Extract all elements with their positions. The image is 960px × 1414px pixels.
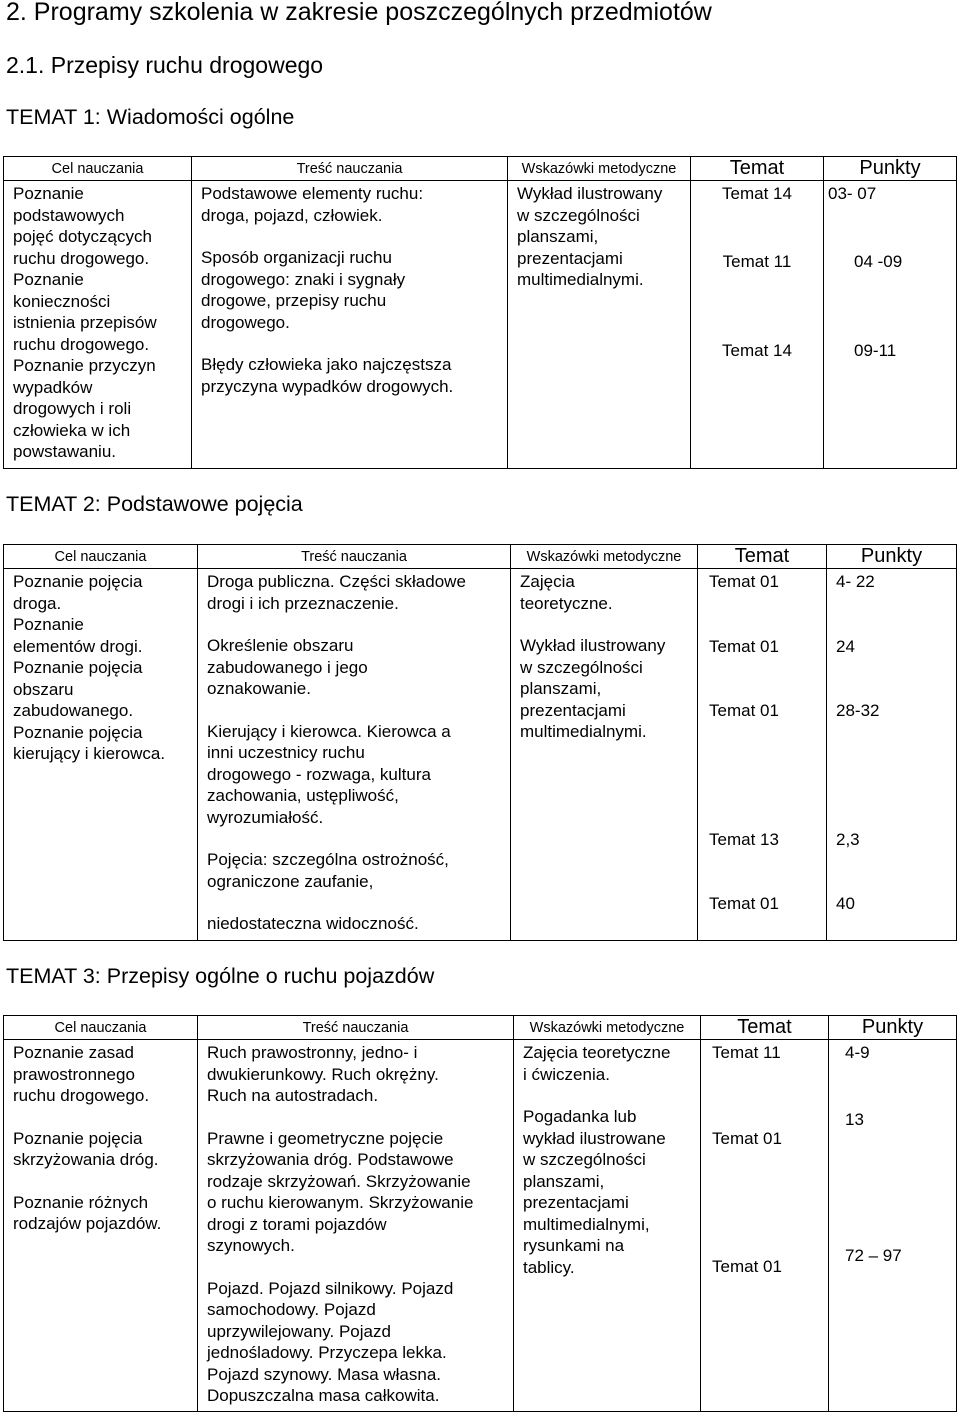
temat-item: Temat 01 — [709, 572, 779, 591]
wskazowki-item: Zajęcia teoretyczne. — [520, 572, 613, 613]
column-header-wskazowki: Wskazówki metodyczne — [508, 157, 691, 181]
cel-item: Poznanie różnych rodzajów pojazdów. — [13, 1192, 162, 1233]
cell-temat — [701, 1040, 829, 1412]
table-header-row — [4, 1016, 957, 1040]
tresc-item: Określenie obszaru zabudowanego i jego oznakowanie. — [207, 636, 368, 698]
cell-temat — [691, 181, 824, 469]
punkty-item: 28-32 — [836, 701, 880, 720]
tresc-item: Prawne i geometryczne pojęcie skrzyżowania dróg. Podstawowe rodzaje skrzyżowań. Skrzyżowanie o ruchu kierowanym. Skrzyżowanie drogi z torami pojazdów szynowych. — [207, 1128, 474, 1255]
table-row — [4, 569, 957, 941]
cell-tresc — [198, 1040, 514, 1412]
cell-cel — [4, 1040, 198, 1412]
section-title-3: TEMAT 3: Przepisy ogólne o ruchu pojazdów — [6, 964, 435, 988]
column-header-cel: Cel nauczania — [4, 545, 198, 569]
punkty-item: 13 — [845, 1109, 864, 1129]
cell-punkty — [829, 1040, 957, 1412]
section-title-2: TEMAT 2: Podstawowe pojęcia — [6, 492, 303, 516]
cel-text: Poznanie podstawowych pojęć dotyczących ruchu drogowego. Poznanie konieczności istnienia przepisów ruchu drogowego. Poznanie przyczyn wypadków drogowych i roli człowieka w ich powstawaniu. — [13, 184, 157, 461]
cell-punkty — [824, 181, 957, 469]
column-header-tresc: Treść nauczania — [198, 1016, 514, 1040]
column-header-cel: Cel nauczania — [4, 157, 192, 181]
program-table-2 — [3, 544, 957, 941]
cell-punkty — [827, 569, 957, 941]
wskazowki-item: Pogadanka lub wykład ilustrowane w szczególności planszami, prezentacjami multimedialnymi, rysunkami na tablicy. — [523, 1107, 666, 1277]
tresc-item: Ruch prawostronny, jedno- i dwukierunkowy. Ruch okrężny. Ruch na autostradach. — [207, 1043, 439, 1105]
column-header-temat: Temat — [701, 1016, 829, 1040]
temat-item: Temat 14 — [722, 184, 792, 203]
column-header-temat: Temat — [691, 157, 824, 181]
column-header-punkty: Punkty — [827, 545, 957, 569]
table-row — [4, 1040, 957, 1412]
punkty-item: 40 — [836, 894, 855, 913]
temat-item: Temat 01 — [709, 701, 779, 720]
tresc-item: Pojazd. Pojazd silnikowy. Pojazd samochodowy. Pojazd uprzywilejowany. Pojazd jednośladowy. Przyczepa lekka. Pojazd szynowy. Masa własna. Dopuszczalna masa całkowita. — [207, 1278, 454, 1405]
cel-item: Poznanie zasad prawostronnego ruchu drogowego. — [13, 1043, 150, 1105]
table-header-row — [4, 545, 957, 569]
column-header-wskazowki: Wskazówki metodyczne — [511, 545, 698, 569]
temat-item: Temat 14 — [722, 341, 792, 360]
punkty-item: 4-9 — [845, 1043, 870, 1062]
tresc-item: niedostateczna widoczność. — [207, 914, 419, 933]
column-header-tresc: Treść nauczania — [192, 157, 508, 181]
wskazowki-item: Wykład ilustrowany w szczególności planszami, prezentacjami multimedialnymi. — [520, 636, 666, 741]
punkty-item: 72 – 97 — [845, 1246, 902, 1265]
temat-item: Temat 11 — [722, 251, 792, 271]
temat-item: Temat 01 — [709, 636, 779, 656]
punkty-item: 03- 07 — [828, 184, 877, 203]
punkty-item: 09-11 — [854, 341, 897, 360]
tresc-item: Pojęcia: szczególna ostrożność, ograniczone zaufanie, — [207, 850, 449, 891]
wskazowki-item: Zajęcia teoretyczne i ćwiczenia. — [523, 1043, 671, 1084]
temat-item: Temat 13 — [709, 829, 779, 849]
cell-cel — [4, 181, 192, 469]
cel-item: Poznanie pojęcia skrzyżowania dróg. — [13, 1128, 159, 1169]
tresc-item: Droga publiczna. Części składowe drogi i ich przeznaczenie. — [207, 572, 466, 613]
punkty-item: 24 — [836, 636, 855, 656]
punkty-item: 4- 22 — [836, 572, 875, 591]
temat-item: Temat 01 — [709, 894, 779, 913]
cell-tresc — [198, 569, 511, 941]
tresc-item: Sposób organizacji ruchu drogowego: znaki i sygnały drogowe, przepisy ruchu drogowego. — [201, 248, 406, 332]
column-header-punkty: Punkty — [824, 157, 957, 181]
cell-temat — [698, 569, 827, 941]
tresc-item: Kierujący i kierowca. Kierowca a inni uczestnicy ruchu drogowego - rozwaga, kultura zachowania, ustępliwość, wyrozumiałość. — [207, 721, 451, 827]
temat-item: Temat 11 — [712, 1043, 781, 1062]
table-header-row — [4, 157, 957, 181]
column-header-wskazowki: Wskazówki metodyczne — [514, 1016, 701, 1040]
column-header-punkty: Punkty — [829, 1016, 957, 1040]
cell-wskazowki — [514, 1040, 701, 1412]
punkty-item: 2,3 — [836, 829, 860, 849]
temat-item: Temat 01 — [712, 1257, 782, 1276]
cell-wskazowki — [508, 181, 691, 469]
tresc-item: Podstawowe elementy ruchu: droga, pojazd, człowiek. — [201, 184, 424, 225]
table-row — [4, 181, 957, 469]
tresc-item: Błędy człowieka jako najczęstsza przyczyna wypadków drogowych. — [201, 355, 454, 396]
cel-text: Poznanie pojęcia droga. Poznanie elementów drogi. Poznanie pojęcia obszaru zabudowanego. Poznanie pojęcia kierujący i kierowca. — [13, 572, 166, 763]
column-header-temat: Temat — [698, 545, 827, 569]
column-header-cel: Cel nauczania — [4, 1016, 198, 1040]
section-subheading: 2.1. Przepisy ruchu drogowego — [6, 52, 324, 78]
wskazowki-item: Wykład ilustrowany w szczególności planszami, prezentacjami multimedialnymi. — [517, 184, 663, 289]
cell-wskazowki — [511, 569, 698, 941]
program-table-1 — [3, 156, 957, 469]
cell-cel — [4, 569, 198, 941]
page-heading: 2. Programy szkolenia w zakresie poszczególnych przedmiotów — [6, 0, 712, 26]
column-header-tresc: Treść nauczania — [198, 545, 511, 569]
punkty-item: 04 -09 — [854, 251, 903, 271]
temat-item: Temat 01 — [712, 1128, 782, 1148]
cell-tresc — [192, 181, 508, 469]
program-table-3 — [3, 1015, 957, 1412]
section-title-1: TEMAT 1: Wiadomości ogólne — [6, 105, 295, 129]
